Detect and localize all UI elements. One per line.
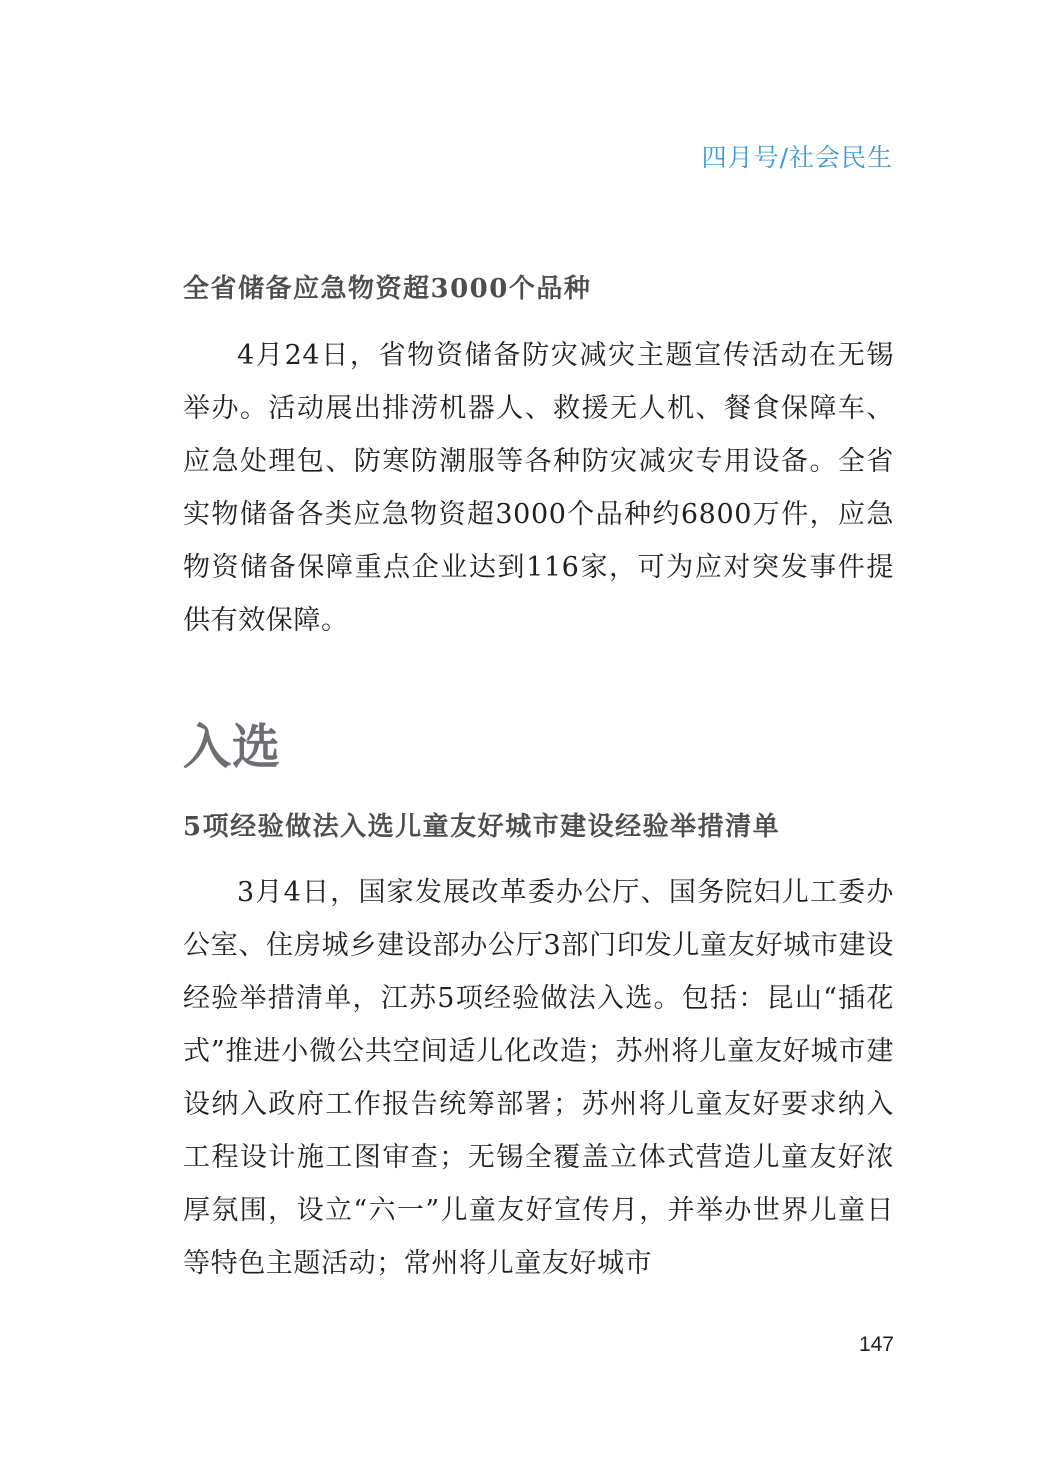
running-header: 四月号∕社会民生 [701, 143, 893, 172]
article-body: 3月4日，国家发展改革委办公厅、国务院妇儿工委办公室、住房城乡建设部办公厅3部门印发儿童友好城市建设经验举措清单，江苏5项经验做法入选。包括：昆山“插花式”推进小微公共空间适儿化改造；苏州将儿童友好城市建设纳入政府工作报告统筹部署；苏州将儿童友好要求纳入工程设计施工图审查；无锡全覆盖立体式营造儿童友好浓厚氛围，设立“六一”儿童友好宣传月，并举办世界儿童日等特色主题活动；常州将儿童友好城市 [183, 877, 894, 1279]
page-number: 147 [858, 1333, 894, 1356]
article-title: 全省储备应急物资超3000个品种 [183, 274, 592, 304]
section-heading: 入选 [183, 719, 282, 775]
article-body: 4月24日，省物资储备防灾减灾主题宣传活动在无锡举办。活动展出排涝机器人、救援无人机、餐食保障车、应急处理包、防寒防潮服等各种防灾减灾专用设备。全省实物储备各类应急物资超3000个品种约6800万件，应急物资储备保障重点企业达到116家，可为应对突发事件提供有效保障。 [183, 340, 894, 636]
article-title: 5项经验做法入选儿童友好城市建设经验举措清单 [183, 812, 781, 842]
